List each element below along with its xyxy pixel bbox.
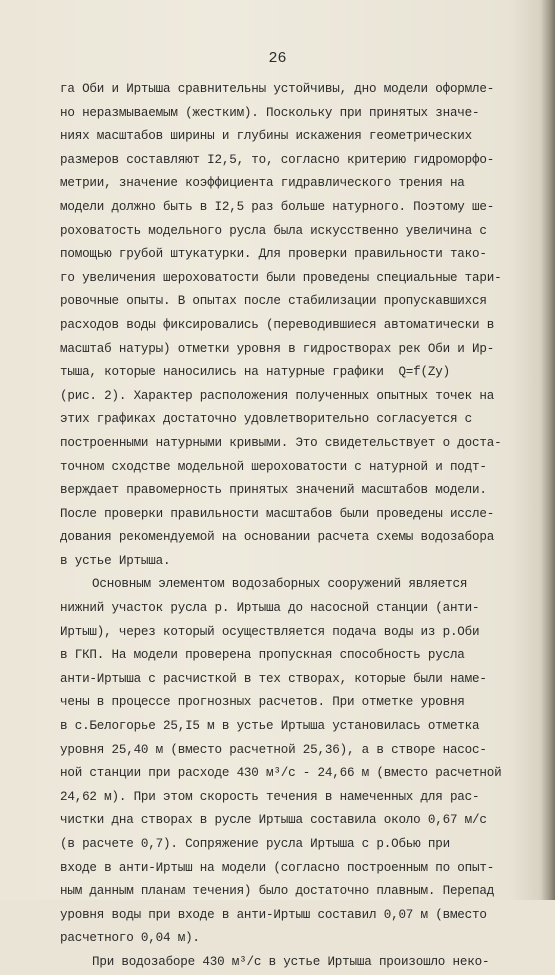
text-line: нижний участок русла р. Иртыша до насосной станции (анти- <box>60 601 480 616</box>
text-line: ной станции при расходе 430 м³/с - 24,66 м (вместо расчетной <box>60 766 502 781</box>
text-line: модели должно быть в I2,5 раз больше натурного. Поэтому ше- <box>60 199 495 214</box>
text-line: расходов воды фиксировались (переводившиеся автоматически в <box>60 317 495 332</box>
text-line: этих графиках достаточно удовлетворительно согласуется с <box>60 412 473 427</box>
text-line: входе в анти-Иртыш на модели (согласно построенным по опыт- <box>60 860 495 875</box>
text-line: После проверки правильности масштабов были проведены иссле- <box>60 506 495 521</box>
text-line: ниях масштабов ширины и глубины искажения геометрических <box>60 129 473 144</box>
text-line: точном сходстве модельной шероховатости с натурной и подт- <box>60 459 487 474</box>
text-line: (рис. 2). Характер расположения полученных опытных точек на <box>60 388 495 403</box>
text-line: анти-Иртыша с расчисткой в тех створах, которые были наме- <box>60 671 487 686</box>
text-line: га Оби и Иртыша сравнительны устойчивы, дно модели оформле- <box>60 82 495 96</box>
text-line: уровня 25,40 м (вместо расчетной 25,36), а в створе насос- <box>60 742 487 757</box>
text-line: Иртыш), через который осуществляется подача воды из р.Оби <box>60 624 480 639</box>
text-line: ровочные опыты. В опытах после стабилизации пропускавшихся <box>60 294 487 309</box>
text-line: но неразмываемым (жестким). Поскольку при принятых значе- <box>60 105 480 120</box>
text-line: метрии, значение коэффициента гидравлического трения на <box>60 176 465 191</box>
paragraph-start-line: Основным элементом водозаборных сооружений является <box>92 577 468 592</box>
text-line: верждает правомерность принятых значений масштабов модели. <box>60 483 487 498</box>
page-edge-shadow <box>541 0 555 900</box>
text-line: ным данным планам течения) было достаточно плавным. Перепад <box>60 884 495 899</box>
text-line: тыша, которые наносились на натурные графики Q=f(Zy) <box>60 365 450 380</box>
text-line: расчетного 0,04 м). <box>60 931 200 946</box>
text-line: 24,62 м). При этом скорость течения в намеченных для рас- <box>60 789 480 804</box>
text-line: размеров составляют I2,5, то, согласно критерию гидроморфо- <box>60 152 495 167</box>
body-text <box>60 78 548 975</box>
page-number: 26 <box>268 50 287 67</box>
text-line: в с.Белогорье 25,I5 м в устье Иртыша установилась отметка <box>60 719 480 734</box>
text-line: роховатость модельного русла была искусственно увеличина с <box>60 223 487 238</box>
text-line: дования рекомендуемой на основании расчета схемы водозабора <box>60 530 495 545</box>
text-line: в устье Иртыша. <box>60 553 171 568</box>
text-line: помощью грубой штукатурки. Для проверки правильности тако- <box>60 247 487 262</box>
text-line: построенными натурными кривыми. Это свидетельствует о доста- <box>60 435 502 450</box>
text-line: чены в процессе прогнозных расчетов. При отметке уровня <box>60 695 465 710</box>
text-line: го увеличения шероховатости были проведены специальные тари- <box>60 270 502 285</box>
text-line: уровня воды при входе в анти-Иртыш составил 0,07 м (вместо <box>60 907 487 922</box>
text-line: масштаб натуры) отметки уровня в гидростворах рек Оби и Ир- <box>60 341 495 356</box>
text-line: в ГКП. На модели проверена пропускная способность русла <box>60 648 465 663</box>
paragraph-start-line: При водозаборе 430 м³/с в устье Иртыша произошло неко- <box>92 954 490 969</box>
text-line: (в расчете 0,7). Сопряжение русла Иртыша с р.Обью при <box>60 837 450 851</box>
text-line: чистки дна створах в русле Иртыша составила около 0,67 м/с <box>60 813 487 828</box>
